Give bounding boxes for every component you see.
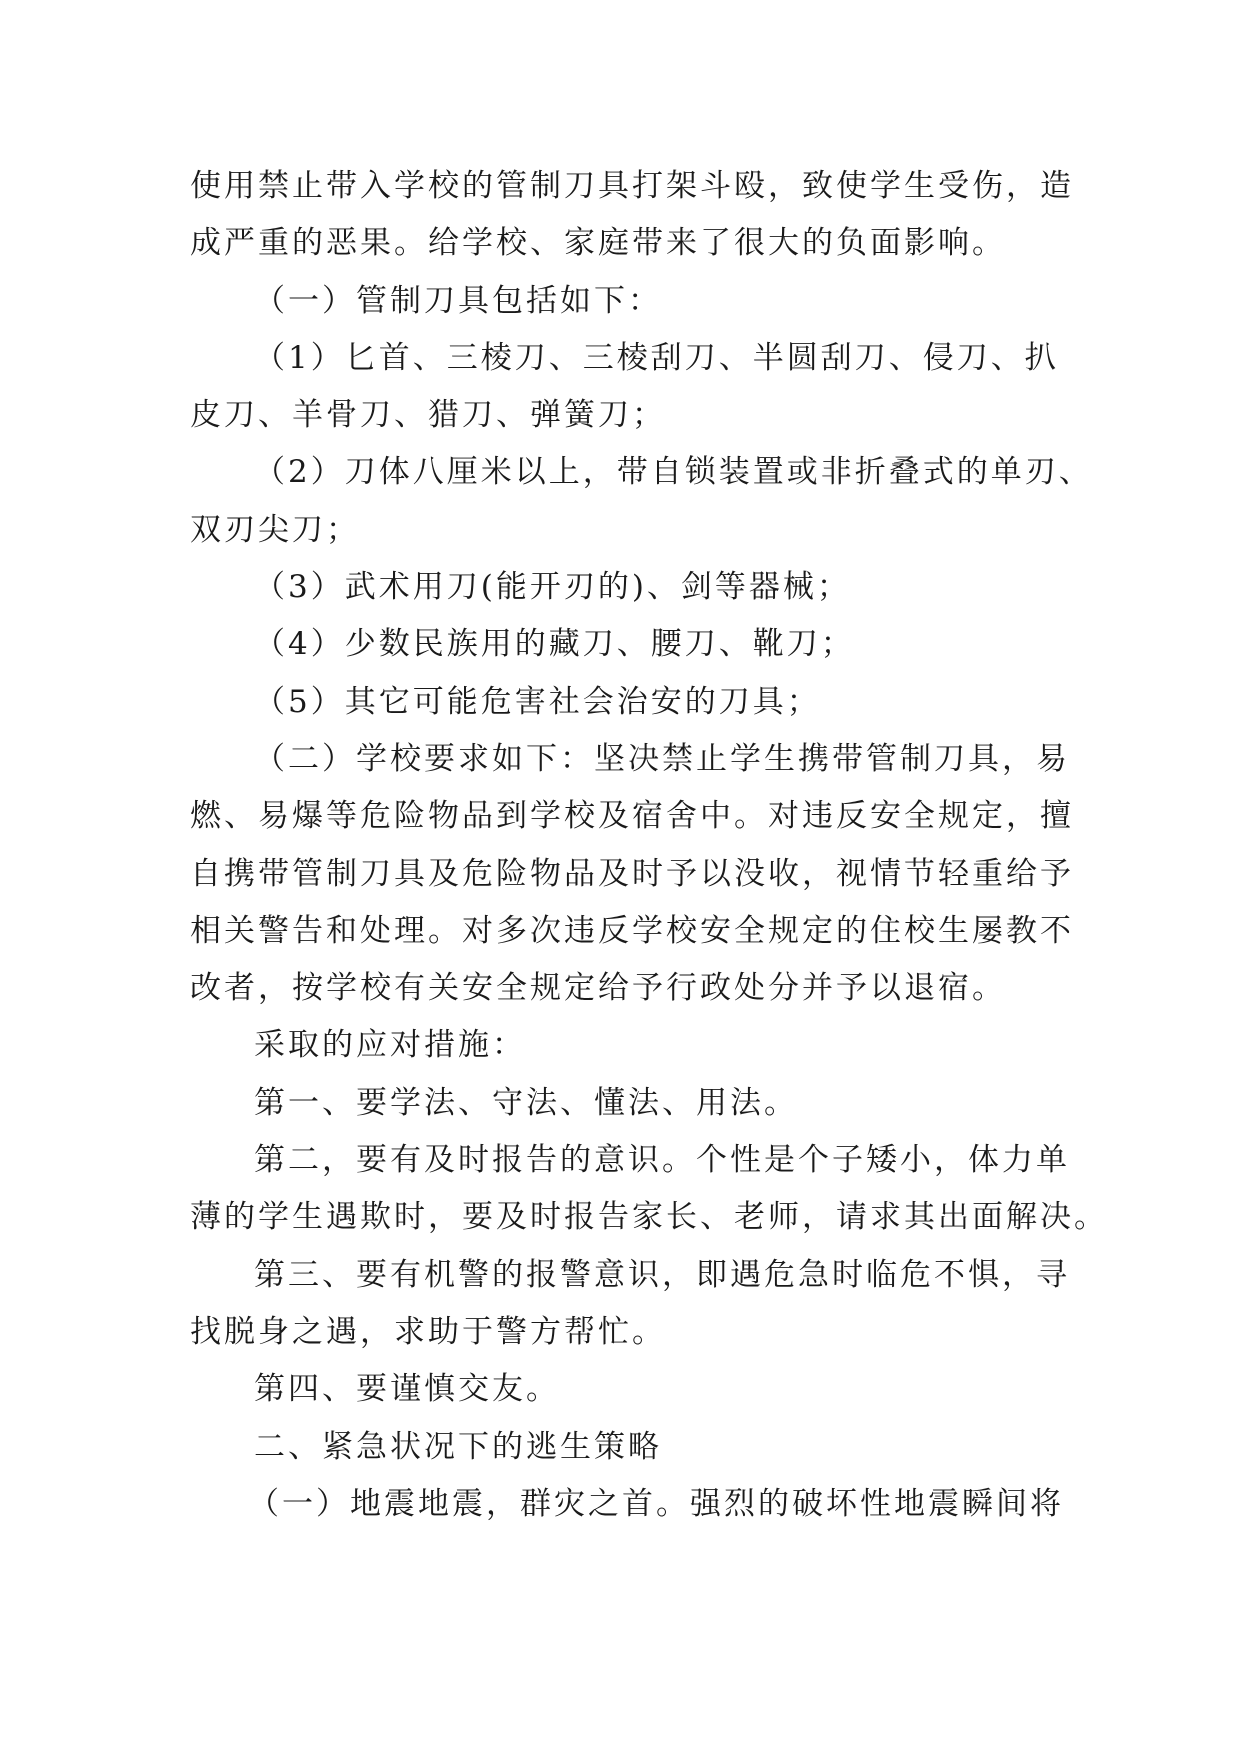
text-line-3: （一）管制刀具包括如下： — [254, 282, 662, 319]
text-line-19: 薄的学生遇欺时，要及时报告家长、老师，请求其出面解决。 — [190, 1199, 1108, 1236]
text-line-11: （二）学校要求如下：坚决禁止学生携带管制刀具，易 — [254, 740, 1070, 777]
text-line-10: （5）其它可能危害社会治安的刀具； — [254, 683, 821, 720]
text-line-15: 改者，按学校有关安全规定给予行政处分并予以退宿。 — [190, 970, 1006, 1007]
text-line-5: 皮刀、羊骨刀、猎刀、弹簧刀； — [190, 397, 666, 434]
text-line-24: （一）地震地震，群灾之首。强烈的破坏性地震瞬间将 — [248, 1485, 1064, 1522]
document-body — [190, 158, 1108, 1533]
text-line-6: （2）刀体八厘米以上，带自锁装置或非折叠式的单刃、 — [254, 454, 1093, 491]
text-line-22: 第四、要谨慎交友。 — [254, 1371, 560, 1408]
text-line-12: 燃、易爆等危险物品到学校及宿舍中。对违反安全规定，擅 — [190, 798, 1074, 835]
text-line-20: 第三、要有机警的报警意识，即遇危急时临危不惧，寻 — [254, 1256, 1070, 1293]
text-line-21: 找脱身之遇，求助于警方帮忙。 — [190, 1313, 666, 1350]
text-line-4: （1）匕首、三棱刀、三棱刮刀、半圆刮刀、侵刀、扒 — [254, 339, 1059, 376]
text-line-14: 相关警告和处理。对多次违反学校安全规定的住校生屡教不 — [190, 912, 1074, 949]
text-line-1: 使用禁止带入学校的管制刀具打架斗殴，致使学生受伤，造 — [190, 168, 1074, 204]
text-line-16: 采取的应对措施： — [254, 1027, 526, 1064]
text-line-13: 自携带管制刀具及危险物品及时予以没收，视情节轻重给予 — [190, 855, 1074, 892]
text-line-18: 第二，要有及时报告的意识。个性是个子矮小，体力单 — [254, 1142, 1070, 1179]
text-line-9: （4）少数民族用的藏刀、腰刀、靴刀； — [254, 626, 855, 663]
text-line-17: 第一、要学法、守法、懂法、用法。 — [254, 1084, 798, 1121]
text-line-2: 成严重的恶果。给学校、家庭带来了很大的负面影响。 — [190, 225, 1006, 262]
text-line-7: 双刃尖刀； — [190, 511, 360, 548]
text-line-8: （3）武术用刀(能开刃的)、剑等器械； — [254, 569, 851, 606]
text-line-23: 二、紧急状况下的逃生策略 — [254, 1428, 662, 1465]
